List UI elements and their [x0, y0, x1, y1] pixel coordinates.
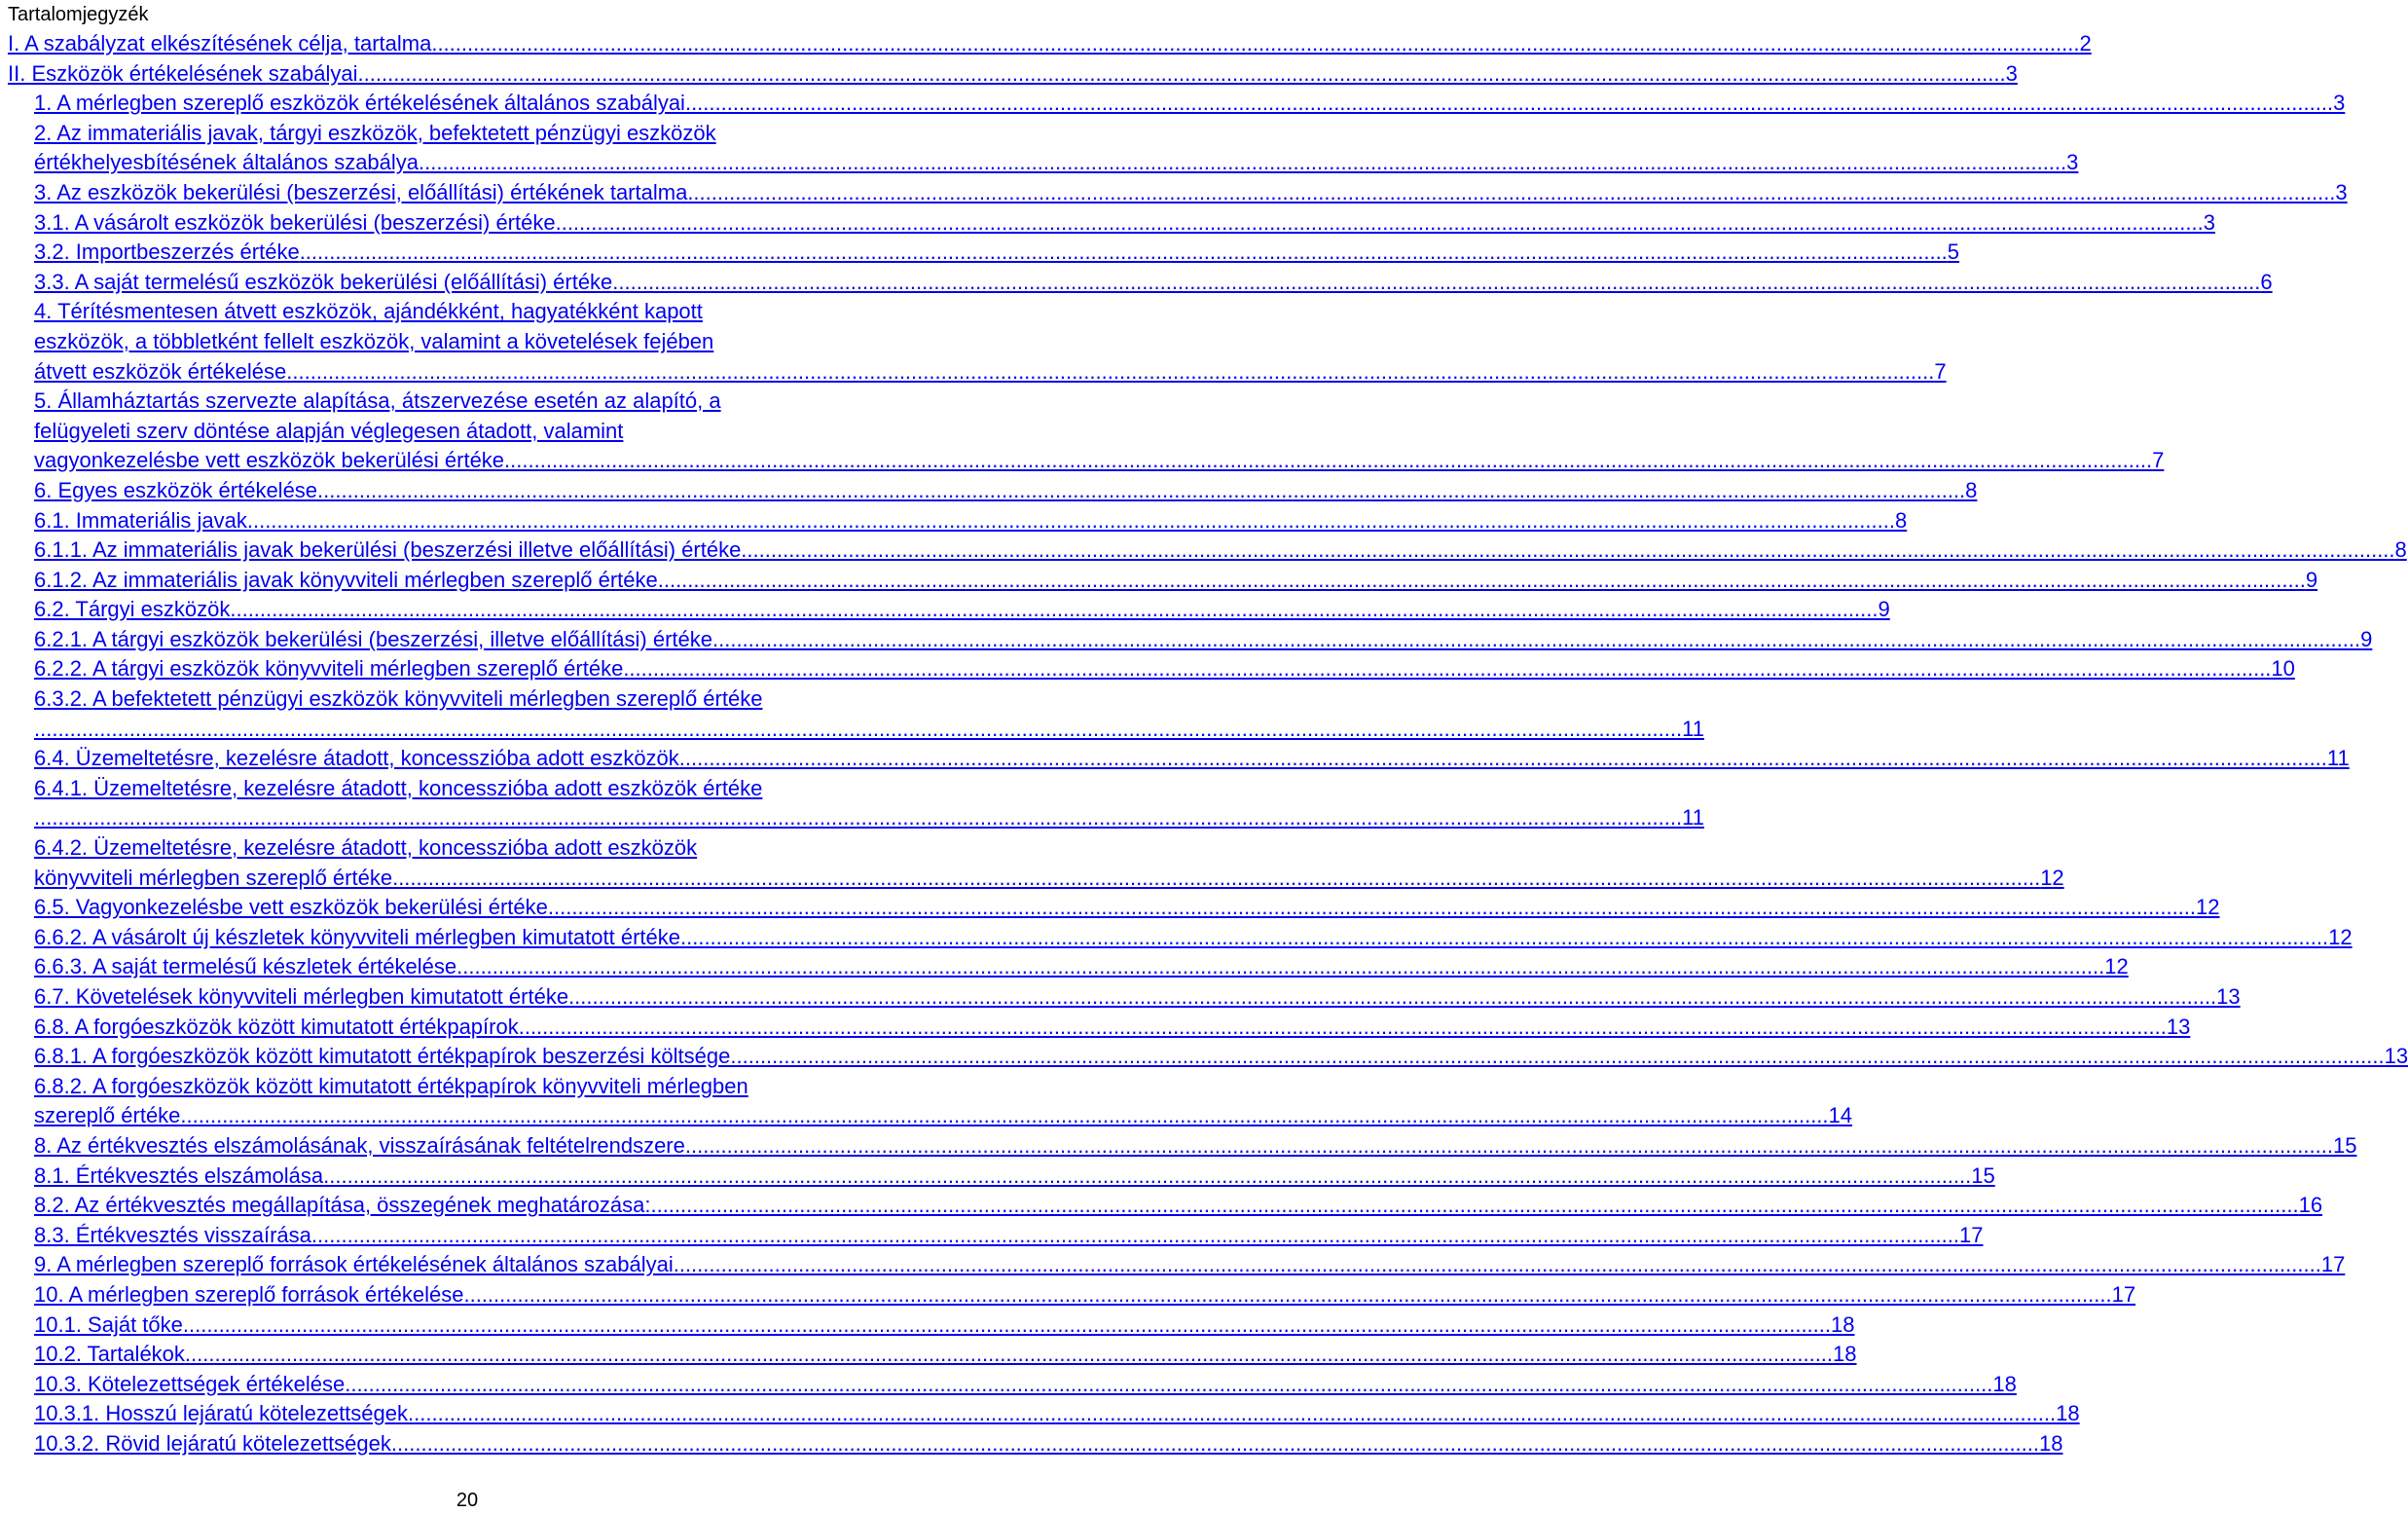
toc-entry-text: 8. Az értékvesztés elszámolásának, visszaírásának feltételrendszere — [34, 1132, 685, 1158]
toc-entry[interactable] — [34, 1221, 1984, 1251]
toc-entry-text: 10.3. Kötelezettségek értékelése — [34, 1371, 346, 1396]
toc-entry[interactable] — [34, 923, 2353, 953]
toc-page-number: 17 — [1959, 1222, 1984, 1247]
dot-leader — [180, 1101, 1828, 1131]
toc-entry[interactable] — [34, 1280, 2136, 1310]
dot-leader — [317, 476, 1965, 506]
toc-entry-text: 6.4.2. Üzemeltetésre, kezelésre átadott, koncesszióba adott eszközök — [34, 835, 698, 861]
toc-entry-text: felügyeleti szerv döntése alapján véglegesen átadott, valamint — [34, 418, 624, 443]
dot-leader — [556, 208, 2204, 239]
dot-leader — [300, 238, 1948, 268]
toc-entry-text: 8.2. Az értékvesztés megállapítása, összegének meghatározása: — [34, 1193, 651, 1218]
toc-entry-text: 6.2.2. A tárgyi eszközök könyvviteli mérlegben szereplő értéke — [34, 656, 624, 682]
toc-entry[interactable] — [34, 1250, 2346, 1280]
toc-page-number: 18 — [1833, 1342, 1857, 1367]
dot-leader — [185, 1340, 1833, 1370]
toc-entry-text: 10. A mérlegben szereplő források értékelése — [34, 1281, 464, 1307]
toc-page-number: 8 — [2394, 537, 2407, 563]
toc-page-number: 12 — [2104, 954, 2129, 979]
toc-entry-text: 6.5. Vagyonkezelésbe vett eszközök bekerülési értéke — [34, 895, 548, 920]
dot-leader — [685, 1131, 2333, 1162]
toc-page-number: 3 — [2335, 179, 2348, 204]
toc-entry-text: értékhelyesbítésének általános szabálya — [34, 150, 420, 175]
toc-entry-text: 10.2. Tartalékok — [34, 1342, 185, 1367]
toc-page-number: 3 — [2333, 91, 2346, 116]
toc-entry-text: 6.4. Üzemeltetésre, kezelésre átadott, koncesszióba adott eszközök — [34, 746, 679, 771]
table-of-contents — [8, 29, 2408, 1459]
toc-entry[interactable] — [34, 297, 1947, 387]
toc-entry-text: 6. Egyes eszközök értékelése — [34, 477, 318, 502]
toc-entry[interactable] — [34, 1162, 1995, 1192]
toc-entry-text: 2. Az immateriális javak, tárgyi eszközök, befektetett pénzügyi eszközök — [34, 120, 716, 145]
toc-entry-text: 3.2. Importbeszerzés értéke — [34, 240, 300, 265]
toc-entry[interactable] — [8, 59, 2018, 90]
toc-page-number: 17 — [2111, 1281, 2136, 1307]
toc-page-number: 13 — [2216, 984, 2241, 1009]
toc-entry[interactable] — [34, 1131, 2357, 1162]
toc-entry-text: 4. Térítésmentesen átvett eszközök, ajándékként, hagyatékként kapott — [34, 299, 703, 324]
dot-leader — [419, 148, 2066, 178]
toc-page-number: 10 — [2271, 656, 2295, 682]
toc-entry[interactable] — [34, 1399, 2080, 1429]
dot-leader — [504, 446, 2152, 476]
toc-page-number: 3 — [2066, 150, 2079, 175]
toc-page-number: 12 — [2040, 865, 2064, 890]
toc-page-number: 11 — [2326, 746, 2350, 771]
dot-leader — [679, 744, 2327, 774]
toc-entry[interactable] — [34, 1310, 1855, 1341]
dot-leader — [456, 952, 2104, 982]
toc-page-number: 18 — [2039, 1430, 2063, 1456]
toc-entry-text: 5. Államháztartás szervezte alapítása, átszervezése esetén az alapító, a — [34, 388, 721, 414]
toc-entry-text: 6.6.2. A vásárolt új készletek könyvviteli mérlegben kimutatott értéke — [34, 924, 680, 949]
dot-leader — [345, 1370, 1992, 1400]
dot-leader — [311, 1221, 1959, 1251]
toc-entry-text: szereplő értéke — [34, 1103, 181, 1128]
toc-entry[interactable] — [34, 119, 2079, 178]
toc-page-number: 11 — [1682, 805, 1704, 830]
toc-page-number: 12 — [2328, 924, 2353, 949]
toc-entry[interactable] — [34, 238, 1960, 268]
toc-page-number: 3 — [2005, 60, 2018, 86]
dot-leader — [358, 59, 2006, 90]
toc-entry-text: 6.8.2. A forgóeszközök között kimutatott értékpapírok könyvviteli mérlegben — [34, 1073, 748, 1098]
toc-entry[interactable] — [34, 654, 2295, 684]
dot-leader — [658, 566, 2306, 596]
toc-entry-text: 8.3. Értékvesztés visszaírása — [34, 1222, 311, 1247]
toc-entry-text: 10.3.2. Rövid lejáratú kötelezettségek — [34, 1430, 391, 1456]
toc-page-number: 7 — [1934, 358, 1947, 384]
toc-entry-text: 6.7. Követelések könyvviteli mérlegben kimutatott értéke — [34, 984, 569, 1009]
toc-entry[interactable] — [34, 476, 1978, 506]
toc-entry[interactable] — [34, 1013, 2191, 1043]
toc-entry[interactable] — [34, 178, 2348, 208]
dot-leader — [674, 1250, 2321, 1280]
toc-entry-text: 3. Az eszközök bekerülési (beszerzési, előállítási) értékének tartalma — [34, 179, 688, 204]
toc-entry[interactable] — [34, 833, 2064, 893]
toc-page-number: 5 — [1947, 240, 1960, 265]
toc-entry-text: 3.1. A vásárolt eszközök bekerülési (beszerzési) értéke — [34, 209, 556, 235]
dot-leader — [747, 535, 2394, 566]
toc-entry-text: 6.2. Tárgyi eszközök — [34, 597, 231, 622]
toc-page-number: 13 — [2166, 1014, 2191, 1039]
dot-leader — [323, 1162, 1971, 1192]
toc-entry-text: 10.1. Saját tőke — [34, 1311, 183, 1337]
toc-entry[interactable] — [34, 952, 2129, 982]
toc-page-number: 13 — [2384, 1044, 2408, 1069]
toc-entry-text: vagyonkezelésbe vett eszközök bekerülési értéke — [34, 448, 505, 473]
toc-page-number: 3 — [2203, 209, 2215, 235]
toc-entry[interactable] — [34, 744, 2350, 774]
page-number: 20 — [456, 1490, 479, 1511]
dot-leader — [612, 268, 2260, 298]
toc-page-number: 7 — [2152, 448, 2165, 473]
toc-entry[interactable] — [34, 774, 1704, 833]
toc-page-number: 18 — [1831, 1311, 1855, 1337]
toc-entry-text: 3.3. A saját termelésű eszközök bekerülési (előállítási) értéke — [34, 269, 613, 294]
toc-entry[interactable] — [34, 1042, 2408, 1072]
toc-entry[interactable] — [34, 595, 1890, 625]
toc-entry-text: 6.3.2. A befektetett pénzügyi eszközök könyvviteli mérlegben szereplő értéke — [34, 686, 763, 712]
toc-entry-text: 8.1. Értékvesztés elszámolása — [34, 1162, 324, 1188]
toc-page-number: 18 — [2056, 1401, 2080, 1426]
toc-page-number: 2 — [2079, 31, 2092, 55]
toc-entry-text: 6.1.2. Az immateriális javak könyvviteli mérlegben szereplő értéke — [34, 567, 658, 592]
toc-page-number: 15 — [2332, 1132, 2357, 1158]
dot-leader — [286, 357, 1934, 387]
dot-leader — [391, 1429, 2039, 1459]
dot-leader — [548, 893, 2196, 923]
dot-leader — [519, 1013, 2167, 1043]
toc-entry[interactable] — [34, 893, 2220, 923]
toc-entry[interactable] — [34, 1429, 2063, 1459]
toc-page-number: 8 — [1965, 477, 1978, 502]
toc-entry-text: 9. A mérlegben szereplő források értékelésének általános szabályai — [34, 1252, 674, 1277]
toc-entry[interactable] — [8, 29, 2092, 59]
dot-leader — [408, 1399, 2056, 1429]
toc-entry-text: könyvviteli mérlegben szereplő értéke — [34, 865, 393, 890]
toc-entry[interactable] — [34, 387, 2165, 476]
toc-page-number: 15 — [1971, 1162, 1995, 1188]
toc-entry[interactable] — [34, 208, 2215, 239]
toc-page-number: 18 — [1992, 1371, 2017, 1396]
dot-leader — [685, 89, 2333, 119]
dot-leader — [568, 982, 2216, 1013]
toc-entry-text: I. A szabályzat elkészítésének célja, tartalma — [8, 31, 432, 55]
toc-entry-text: 6.8.1. A forgóeszközök között kimutatott értékpapírok beszerzési költsége. — [34, 1044, 737, 1069]
dot-leader — [34, 803, 1682, 833]
dot-leader — [247, 506, 1895, 536]
dot-leader — [623, 654, 2271, 684]
toc-page-number: 11 — [1682, 716, 1704, 741]
toc-entry[interactable] — [34, 982, 2241, 1013]
toc-entry-text: átvett eszközök értékelése — [34, 358, 287, 384]
toc-entry-text: 10.3.1. Hosszú lejáratú kötelezettségek — [34, 1401, 409, 1426]
toc-entry-text: 6.2.1. A tárgyi eszközök bekerülési (beszerzési, illetve előállítási) értéke — [34, 626, 712, 651]
dot-leader — [392, 864, 2040, 894]
toc-page-number: 17 — [2320, 1252, 2346, 1277]
toc-entry[interactable] — [34, 89, 2346, 119]
dot-leader — [712, 625, 2360, 655]
dot-leader — [463, 1280, 2111, 1310]
toc-entry-text: II. Eszközök értékelésének szabályai — [8, 60, 358, 86]
toc-page-number: 9 — [2360, 626, 2373, 651]
toc-entry[interactable] — [34, 1340, 1857, 1370]
toc-entry-text: 6.6.3. A saját termelésű készletek értékelése — [34, 954, 457, 979]
toc-entry[interactable] — [34, 1370, 2017, 1400]
dot-leader — [230, 595, 1878, 625]
dot-leader — [737, 1042, 2385, 1072]
toc-entry-text: 6.1.1. Az immateriális javak bekerülési (beszerzési illetve előállítási) értéke. — [34, 537, 748, 563]
toc-entry[interactable] — [34, 506, 1908, 536]
toc-entry[interactable] — [34, 535, 2407, 566]
dot-leader — [183, 1310, 1831, 1341]
toc-page-number: 6 — [2260, 269, 2273, 294]
toc-entry-text: 1. A mérlegben szereplő eszközök értékelésének általános szabályai — [34, 91, 685, 116]
toc-entry-text: 6.8. A forgóeszközök között kimutatott értékpapírok — [34, 1014, 519, 1039]
toc-page-number: 9 — [2305, 567, 2318, 592]
dot-leader — [34, 715, 1682, 745]
toc-entry[interactable] — [34, 625, 2373, 655]
toc-page-number: 14 — [1828, 1103, 1853, 1128]
toc-page-number: 8 — [1894, 507, 1908, 533]
toc-title: Tartalomjegyzék — [8, 4, 149, 25]
toc-entry-text: eszközök, a többletként fellelt eszközök, valamint a követelések fejében — [34, 328, 714, 353]
toc-entry[interactable] — [34, 268, 2273, 298]
toc-page-number: 12 — [2196, 895, 2220, 920]
toc-entry-text: 6.4.1. Üzemeltetésre, kezelésre átadott, koncesszióba adott eszközök értéke — [34, 775, 763, 800]
toc-entry[interactable] — [34, 1191, 2323, 1221]
dot-leader — [687, 178, 2335, 208]
toc-entry[interactable] — [34, 1072, 1853, 1131]
toc-entry[interactable] — [34, 684, 1704, 744]
dot-leader — [650, 1191, 2298, 1221]
toc-page-number: 16 — [2298, 1193, 2323, 1218]
dot-leader — [431, 29, 2079, 59]
toc-page-number: 9 — [1878, 597, 1890, 622]
toc-entry-text: 6.1. Immateriális javak — [34, 507, 247, 533]
dot-leader — [680, 923, 2328, 953]
toc-entry[interactable] — [34, 566, 2318, 596]
